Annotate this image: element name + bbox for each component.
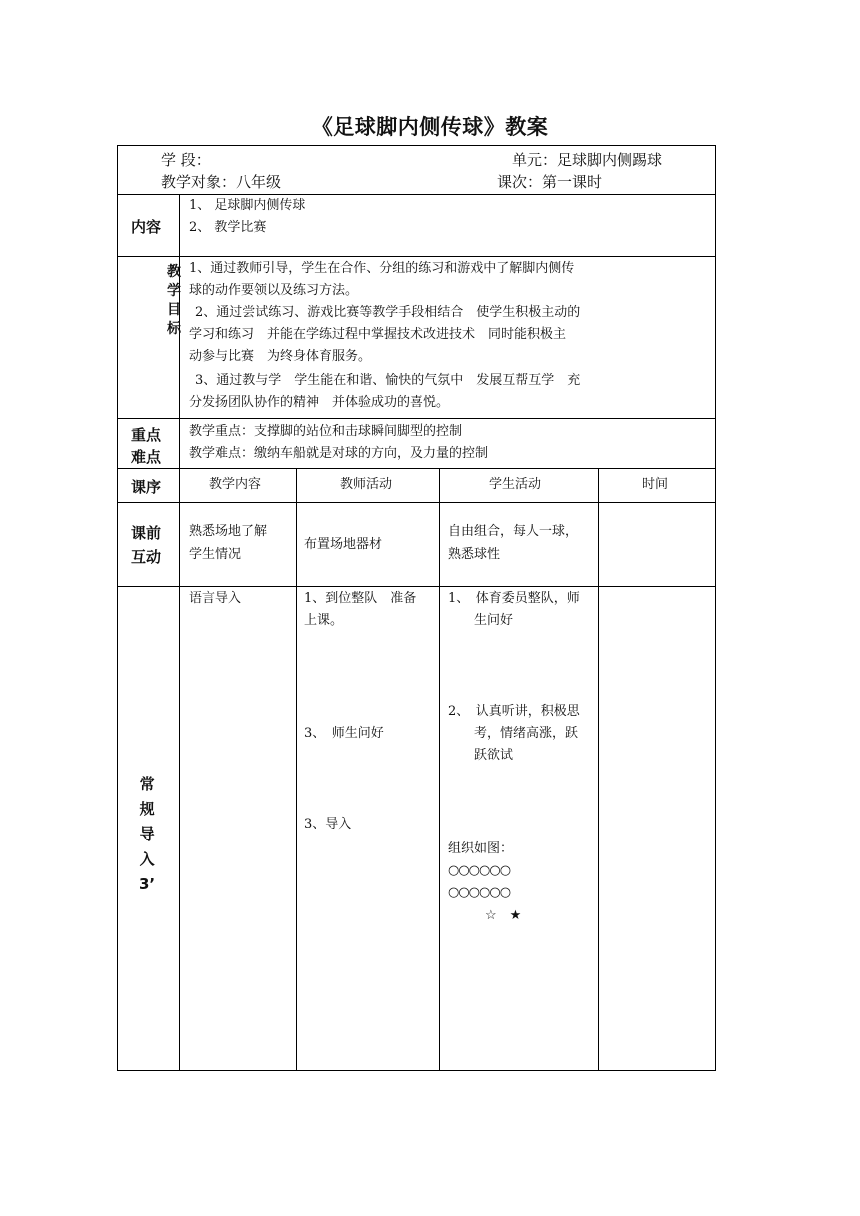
objectives-label-char: 目 bbox=[167, 302, 181, 318]
routine-label-char: 规 bbox=[139, 800, 155, 818]
routine-label-char: 入 bbox=[139, 850, 155, 868]
objectives-label-char: 标 bbox=[167, 321, 181, 337]
lesson-plan-table bbox=[117, 145, 716, 1071]
warmup-content: 熟悉场地了解 bbox=[189, 524, 268, 539]
column-header-content: 教学内容 bbox=[209, 477, 262, 492]
formation-row: ○○○○○○ bbox=[448, 863, 511, 878]
warmup-label: 课前 bbox=[131, 524, 162, 542]
row-divider bbox=[117, 418, 716, 419]
difficulty-text: 教学难点：缴纳车船就是对球的方向，及力量的控制 bbox=[189, 446, 489, 461]
routine-student-step: 生问好 bbox=[474, 613, 514, 628]
routine-student-step: 考，情绪高涨，跃 bbox=[474, 726, 579, 741]
routine-teacher-step: 1、到位整队 准备 bbox=[304, 591, 417, 606]
table-border-top bbox=[117, 145, 716, 146]
formation-markers: ☆ ★ bbox=[485, 908, 522, 923]
row-divider bbox=[117, 468, 716, 469]
page-title: 《足球脚内侧传球》教案 bbox=[311, 115, 549, 139]
objective-line: 学习和练习 并能在学练过程中掌握技术改进技术 同时能积极主 bbox=[189, 327, 567, 342]
column-header-time: 时间 bbox=[642, 477, 669, 492]
key-points-label: 重点 bbox=[131, 426, 162, 444]
column-header-student: 学生活动 bbox=[489, 477, 542, 492]
row-divider bbox=[117, 256, 716, 257]
routine-teacher-step: 3、导入 bbox=[304, 817, 352, 832]
warmup-content: 学生情况 bbox=[189, 547, 242, 562]
routine-teacher-step: 上课。 bbox=[304, 613, 344, 628]
warmup-student: 自由组合，每人一球， bbox=[448, 524, 579, 539]
column-header-order: 课序 bbox=[131, 478, 162, 496]
routine-content: 语言导入 bbox=[189, 591, 242, 606]
stage-label: 学 段： bbox=[161, 151, 211, 169]
unit-label: 单元：足球脚内侧踢球 bbox=[512, 151, 663, 169]
column-divider bbox=[439, 468, 440, 1071]
objectives-label bbox=[167, 263, 181, 339]
routine-student-step: 1、 体育委员整队，师 bbox=[448, 591, 580, 606]
column-header-teacher: 教师活动 bbox=[340, 477, 393, 492]
warmup-teacher: 布置场地器材 bbox=[304, 537, 383, 552]
routine-label bbox=[139, 772, 155, 897]
difficulties-label: 难点 bbox=[131, 448, 162, 466]
routine-label-char: 3’ bbox=[139, 875, 156, 893]
table-border-bottom bbox=[117, 1070, 716, 1071]
objectives-label-char: 教 bbox=[167, 264, 181, 280]
warmup-student: 熟悉球性 bbox=[448, 547, 501, 562]
row-divider bbox=[117, 586, 716, 587]
column-divider bbox=[598, 468, 599, 1071]
table-border-right bbox=[715, 145, 716, 1071]
formation-row: ○○○○○○ bbox=[448, 885, 511, 900]
objective-line: 2、通过尝试练习、游戏比赛等教学手段相结合 使学生积极主动的 bbox=[195, 305, 581, 320]
objective-line: 球的动作要领以及练习方法。 bbox=[189, 283, 359, 298]
objectives-label-char: 学 bbox=[167, 283, 181, 299]
content-item: 1、 足球脚内侧传球 bbox=[189, 198, 306, 213]
routine-teacher-step: 3、 师生问好 bbox=[304, 726, 384, 741]
routine-label-char: 导 bbox=[139, 825, 155, 843]
lesson-number-label: 课次：第一课时 bbox=[497, 173, 603, 191]
content-row-label: 内容 bbox=[131, 218, 162, 236]
warmup-label: 互动 bbox=[131, 548, 162, 566]
row-divider bbox=[117, 502, 716, 503]
organization-label: 组织如图： bbox=[448, 841, 514, 856]
table-border-left bbox=[117, 145, 118, 1071]
audience-label: 教学对象：八年级 bbox=[161, 173, 282, 191]
objective-line: 1、通过教师引导，学生在合作、分组的练习和游戏中了解脚内侧传 bbox=[189, 261, 575, 276]
content-item: 2、 教学比赛 bbox=[189, 220, 267, 235]
routine-label-char: 常 bbox=[139, 775, 155, 793]
column-divider bbox=[296, 468, 297, 1071]
objective-line: 分发扬团队协作的精神 并体验成功的喜悦。 bbox=[189, 395, 450, 410]
routine-student-step: 跃欲试 bbox=[474, 748, 514, 763]
objective-line: 动参与比赛 为终身体育服务。 bbox=[189, 349, 372, 364]
routine-student-step: 2、 认真听讲，积极思 bbox=[448, 704, 580, 719]
objective-line: 3、通过教与学 学生能在和谐、愉快的气氛中 发展互帮互学 充 bbox=[195, 373, 581, 388]
key-point-text: 教学重点：支撑脚的站位和击球瞬间脚型的控制 bbox=[189, 424, 463, 439]
